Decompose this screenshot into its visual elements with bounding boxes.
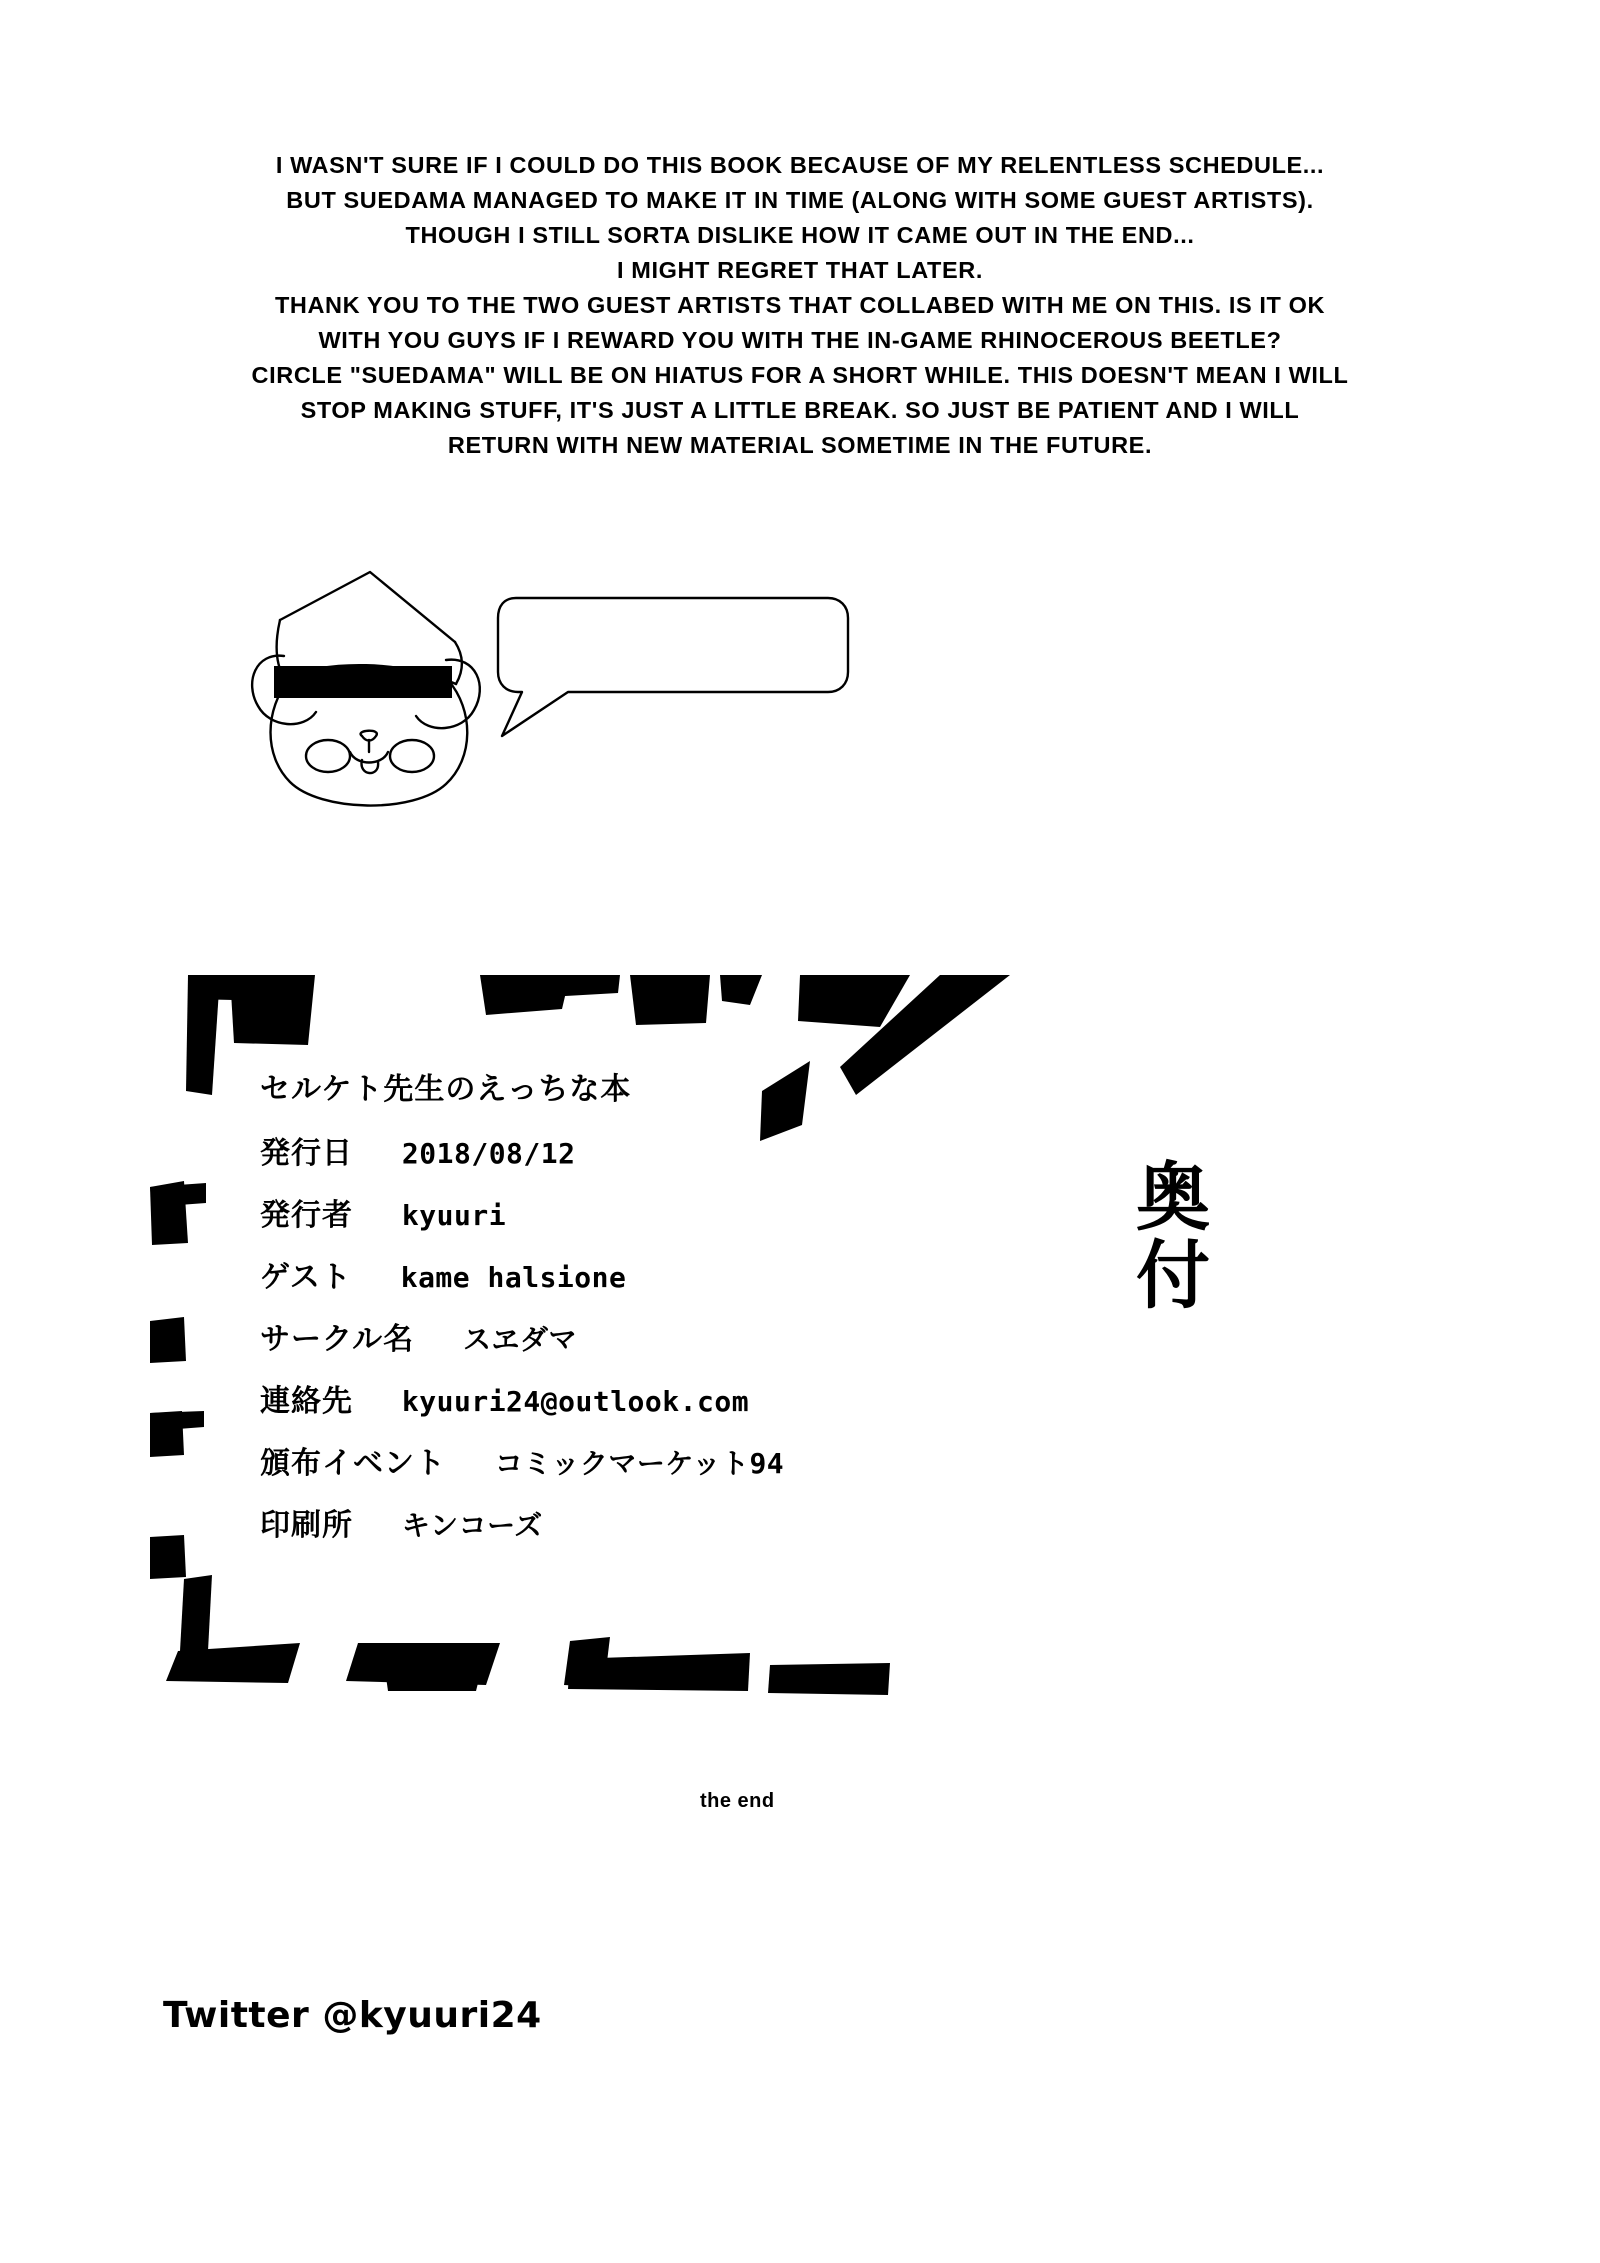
colophon-value-publisher: kyuuri	[401, 1199, 507, 1232]
colophon-row	[260, 1136, 1160, 1171]
colophon-label-event: 頒布イベント	[260, 1446, 446, 1481]
colophon-panel	[150, 975, 1310, 1875]
afterword-line: THOUGH I STILL SORTA DISLIKE HOW IT CAME OUT IN THE END...	[405, 222, 1195, 248]
the-end-label: the end	[700, 1790, 775, 1812]
afterword-line: CIRCLE "SUEDAMA" WILL BE ON HIATUS FOR A SHORT WHILE. THIS DOESN'T MEAN I WILL	[251, 362, 1349, 388]
okuzuke-stamp: 奥付	[1136, 1155, 1210, 1319]
colophon-label-pubdate: 発行日	[260, 1136, 353, 1171]
colophon-label-guests: ゲスト	[260, 1260, 352, 1295]
speech-bubble-line-1: You can't escape from	[560, 615, 830, 637]
colophon-label-contact: 連絡先	[260, 1384, 353, 1419]
speech-bubble-line-2: Fullbokko Heroes	[560, 643, 782, 665]
colophon-label-publisher: 発行者	[260, 1198, 353, 1233]
colophon-value-contact: kyuuri24@outlook.com	[401, 1385, 750, 1418]
colophon-label-circle: サークル名	[260, 1322, 415, 1357]
afterword-line: STOP MAKING STUFF, IT'S JUST A LITTLE BREAK. SO JUST BE PATIENT AND I WILL	[300, 397, 1300, 423]
afterword-line: RETURN WITH NEW MATERIAL SOMETIME IN THE FUTURE.	[447, 432, 1153, 458]
colophon-value-printer: キンコーズ	[401, 1509, 543, 1542]
afterword-line: THANK YOU TO THE TWO GUEST ARTISTS THAT COLLABED WITH ME ON THIS. IS IT OK	[274, 292, 1326, 318]
colophon-value-guests: kame halsione	[400, 1261, 627, 1294]
mascot-doodle	[250, 560, 1250, 880]
colophon-row	[260, 1384, 1160, 1419]
colophon-row	[260, 1508, 1160, 1543]
afterword-line: I MIGHT REGRET THAT LATER.	[617, 257, 983, 283]
colophon-lines	[260, 1072, 1160, 1573]
afterword-line: WITH YOU GUYS IF I REWARD YOU WITH THE IN-GAME RHINOCEROUS BEETLE?	[318, 327, 1282, 353]
colophon-row	[260, 1322, 1160, 1357]
colophon-row	[260, 1260, 1160, 1295]
twitter-handle: Twitter @kyuuri24	[163, 1995, 542, 2036]
afterword-line: I WASN'T SURE IF I COULD DO THIS BOOK BECAUSE OF MY RELENTLESS SCHEDULE...	[275, 152, 1325, 178]
colophon-value-event: コミックマーケット94	[494, 1447, 785, 1480]
colophon-value-pubdate: 2018/08/12	[401, 1137, 576, 1170]
colophon-label-printer: 印刷所	[260, 1508, 353, 1543]
afterword-line: BUT SUEDAMA MANAGED TO MAKE IT IN TIME (ALONG WITH SOME GUEST ARTISTS).	[286, 187, 1314, 213]
colophon-title: セルケト先生のえっちな本	[260, 1072, 632, 1107]
afterword-text-block	[0, 148, 1600, 463]
colophon-value-circle: スヱダマ	[463, 1323, 578, 1356]
colophon-row	[260, 1446, 1160, 1481]
colophon-row	[260, 1198, 1160, 1233]
